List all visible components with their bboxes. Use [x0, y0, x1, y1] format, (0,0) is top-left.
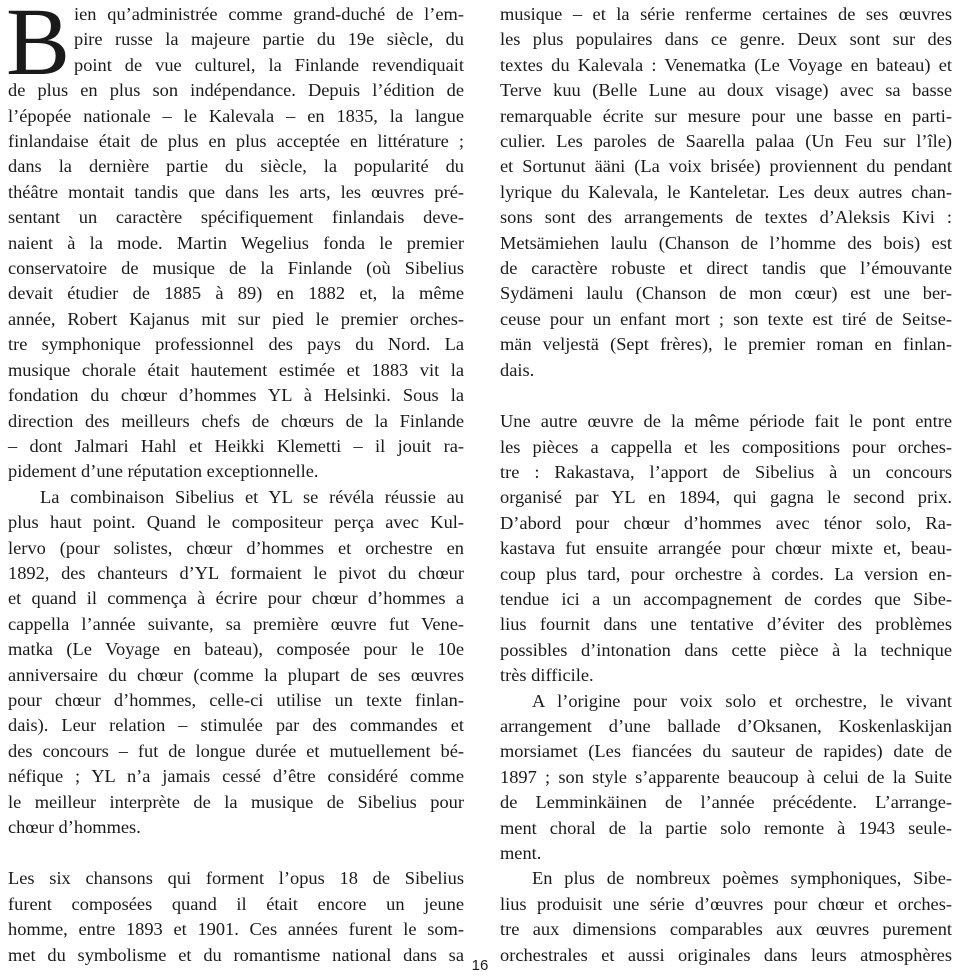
text-line: En plus de nombreux poèmes symphoniques, Sibe-: [532, 868, 952, 889]
text-line: homme, entre 1893 et 1901. Ces années furent le som-: [8, 919, 464, 940]
text-line: – dont Jalmari Hahl et Heikki Klemetti – il jouit ra-: [8, 435, 464, 456]
text-line: remarquable écrite sur mesure pour une basse en parti-: [500, 105, 952, 126]
text-line: lius fournit dans une tentative d’éviter des problèmes: [500, 614, 952, 635]
text-line: Une autre œuvre de la même période fait le pont entre: [500, 411, 952, 432]
text-line: textes du Kalevala : Venematka (Le Voyage en bateau) et: [500, 54, 952, 75]
text-line: plus haut point. Quand le compositeur perça avec Kul-: [8, 512, 464, 533]
right-column: [500, 2, 952, 968]
text-line: met du symbolisme et du romantisme national dans sa: [8, 944, 464, 965]
text-line: de plus en plus son indépendance. Depuis l’édition de: [8, 80, 464, 101]
text-line: furent composées quand il était encore un jeune: [8, 893, 464, 914]
text-line: dais). Leur relation – stimulée par des commandes et: [8, 715, 464, 736]
text-line: de Lemminkäinen de l’année précédente. L’arrange-: [500, 792, 952, 813]
text-line: arrangement d’une ballade d’Oksanen, Koskenlaskijan: [500, 715, 952, 736]
text-line: matka (Le Voyage en bateau), composée pour le 10e: [8, 639, 464, 660]
text-line: La combinaison Sibelius et YL se révéla réussie au: [40, 486, 464, 507]
text-line: finlandaise était de plus en plus acceptée en littérature ;: [8, 131, 464, 152]
text-line: et Sortunut ääni (La voix brisée) proviennent du pendant: [500, 156, 952, 177]
text-line: dais.: [500, 359, 535, 380]
text-line: A l’origine pour voix solo et orchestre, le vivant: [532, 690, 952, 711]
text-line: point de vue culturel, la Finlande revendiquait: [74, 54, 464, 75]
text-line: 1897 ; son style s’apparente beaucoup à celui de la Suite: [500, 766, 952, 787]
text-line: anniversaire du chœur (comme la plupart de ses œuvres: [8, 664, 464, 685]
text-line: dans la dernière partie du siècle, la popularité du: [8, 156, 464, 177]
text-line: l’épopée nationale – le Kalevala – en 1835, la langue: [8, 105, 464, 126]
text-line: le meilleur interprète de la musique de Sibelius pour: [8, 791, 464, 812]
text-line: sons sont des arrangements de textes d’Aleksis Kivi :: [500, 207, 952, 228]
text-line: de caractère robuste et direct tandis que l’émouvante: [500, 258, 952, 279]
text-line: direction des meilleurs chefs de chœurs de la Finlande: [8, 410, 464, 431]
text-line: Les six chansons qui forment l’opus 18 de Sibelius: [8, 868, 464, 889]
text-line: les pièces a cappella et les compositions pour orches-: [500, 436, 952, 457]
text-line: fondation du chœur d’hommes YL à Helsinki. Sous la: [8, 385, 464, 406]
text-line: tre symphonique professionnel des pays du Nord. La: [8, 334, 464, 355]
text-line: tre aux dimensions comparables aux œuvres purement: [500, 919, 952, 940]
text-line: kastava fut ensuite arrangée pour chœur mixte et, beau-: [500, 538, 952, 559]
text-line: coup plus tard, pour orchestre à cordes. La version en-: [500, 563, 952, 584]
paragraph-gap: [8, 840, 464, 866]
text-line: les plus populaires dans ce genre. Deux sont sur des: [500, 29, 952, 50]
text-line: tendue ici a un accompagnement de cordes que Sibe-: [500, 588, 952, 609]
text-line: musique chorale était hautement estimée et 1883 vit la: [8, 359, 464, 380]
text-line: chœur d’hommes.: [8, 817, 141, 837]
text-line: lyrique du Kalevala, le Kanteletar. Les deux autres chan-: [500, 181, 952, 202]
text-line: män veljestä (Sept frères), le premier roman en finlan-: [500, 334, 952, 355]
text-line: et quand il commença à écrire pour chœur d’hommes a: [8, 588, 464, 609]
text-line: D’abord pour chœur d’hommes avec ténor solo, Ra-: [500, 512, 952, 533]
text-line: Metsämiehen laulu (Chanson de l’homme des bois) est: [500, 232, 952, 253]
text-line: pidement d’une réputation exceptionnelle.: [8, 461, 319, 482]
text-line: 1892, des chanteurs d’YL formaient le pivot du chœur: [8, 562, 464, 583]
text-line: ceuse pour un enfant mort ; son texte est tiré de Seitse-: [500, 308, 952, 329]
text-line: ien qu’administrée comme grand-duché de l’em-: [74, 4, 464, 24]
paragraph-gap: [500, 383, 952, 409]
text-line: organisé par YL en 1894, qui gagna le second prix.: [500, 487, 952, 508]
page-number: 16: [471, 957, 489, 974]
text-line: cappella l’année suivante, sa première œuvre fut Vene-: [8, 613, 464, 634]
text-line: musique – et la série renferme certaines de ses œuvres: [500, 4, 952, 24]
text-line: très difficile.: [500, 665, 594, 686]
text-line: lervo (pour solistes, chœur d’hommes et orchestre en: [8, 537, 464, 558]
text-line: possibles d’intonation dans cette pièce à la technique: [500, 639, 952, 660]
text-line: néfique ; YL n’a jamais cessé d’être considéré comme: [8, 766, 464, 787]
text-line: culier. Les paroles de Saarella palaa (Un Feu sur l’île): [500, 131, 952, 152]
text-line: pour chœur d’hommes, celle-ci utilise un texte finlan-: [8, 689, 464, 710]
text-line: année, Robert Kajanus mit sur pied le premier orches-: [8, 308, 464, 329]
text-line: sentant un caractère spécifiquement finlandais deve-: [8, 207, 464, 228]
text-line: morsiamet (Les fiancées du sauteur de rapides) date de: [500, 741, 952, 762]
text-line: tre : Rakastava, l’apport de Sibelius à un concours: [500, 461, 952, 482]
drop-cap: B: [6, 0, 71, 95]
text-line: orchestrales et aussi originales dans leurs atmosphères: [500, 944, 952, 965]
text-line: ment.: [500, 843, 542, 863]
text-line: Sydämeni laulu (Chanson de mon cœur) est une ber-: [500, 283, 952, 304]
text-line: pire russe la majeure partie du 19e siècle, du: [74, 29, 464, 50]
left-column: [8, 2, 464, 968]
text-line: naient à la mode. Martin Wegelius fonda le premier: [8, 232, 464, 253]
text-line: conservatoire de musique de la Finlande (où Sibelius: [8, 258, 464, 279]
text-line: des concours – fut de longue durée et mutuellement bé-: [8, 740, 464, 761]
text-line: devait étudier de 1885 à 89) en 1882 et, la même: [8, 283, 464, 304]
text-line: théâtre montait tandis que dans les arts, les œuvres pré-: [8, 181, 464, 202]
text-line: Terve kuu (Belle Lune au doux visage) avec sa basse: [500, 80, 952, 101]
text-line: lius produisit une série d’œuvres pour chœur et orches-: [500, 893, 952, 914]
text-line: ment choral de la partie solo remonte à 1943 seule-: [500, 817, 952, 838]
